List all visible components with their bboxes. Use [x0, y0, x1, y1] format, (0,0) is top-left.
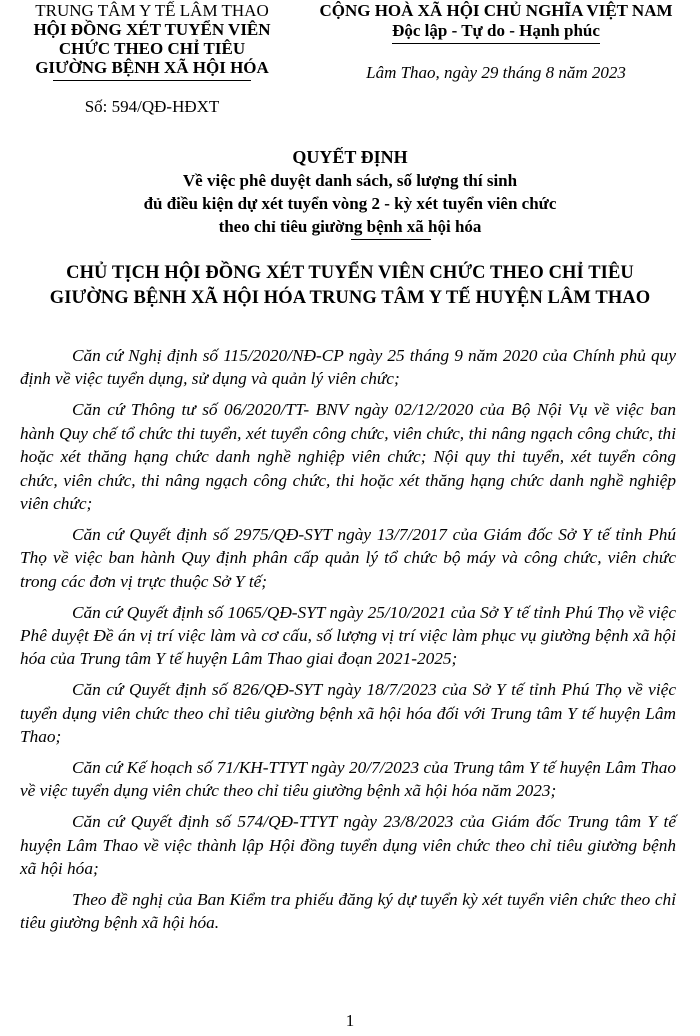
legal-basis-section: [20, 344, 676, 942]
authority-line: GIƯỜNG BỆNH XÃ HỘI HÓA TRUNG TÂM Y TẾ HUYỆN LÂM THAO: [49, 288, 651, 308]
document-number: Số: 594/QĐ-HĐXT: [84, 97, 220, 116]
legal-basis-paragraph: Căn cứ Quyết định số 2975/QĐ-SYT ngày 13/7/2017 của Giám đốc Sở Y tế tỉnh Phú Thọ về việc ban hành Quy định phân cấp quản lý tổ chức bộ máy và công chức, viên chức trong các đơn vị trực thuộc Sở Y tế;: [20, 524, 676, 591]
legal-basis-paragraph: Căn cứ Quyết định số 826/QĐ-SYT ngày 18/7/2023 của Sở Y tế tỉnh Phú Thọ về việc tuyển dụng viên chức theo chỉ tiêu giường bệnh xã hội hóa đối với Trung tâm Y tế huyện Lâm Thao;: [20, 680, 676, 747]
council-name-line: GIƯỜNG BỆNH XÃ HỘI HÓA: [35, 58, 269, 77]
decision-heading: QUYẾT ĐỊNH: [292, 147, 408, 167]
national-motto: Độc lập - Tự do - Hạnh phúc: [392, 21, 600, 40]
legal-basis-paragraph: Căn cứ Kế hoạch số 71/KH-TTYT ngày 20/7/2023 của Trung tâm Y tế huyện Lâm Thao về việc tuyển dụng viên chức theo chỉ tiêu giường bệnh xã hội hóa năm 2023;: [20, 758, 676, 801]
council-name: [18, 20, 286, 77]
authority-line: CHỦ TỊCH HỘI ĐỒNG XÉT TUYỂN VIÊN CHỨC THEO CHỈ TIÊU: [66, 263, 634, 283]
council-name-line: HỘI ĐỒNG XÉT TUYỂN VIÊN: [33, 20, 271, 39]
national-title: CỘNG HOÀ XÃ HỘI CHỦ NGHĨA VIỆT NAM: [319, 1, 673, 20]
issuing-agency-block: [18, 1, 286, 116]
decision-title-block: [0, 146, 700, 238]
national-header-block: [300, 1, 692, 83]
place-and-date: Lâm Thao, ngày 29 tháng 8 năm 2023: [366, 63, 626, 82]
decision-subject-line: theo chỉ tiêu giường bệnh xã hội hóa: [218, 217, 482, 236]
issuing-authority: [0, 261, 700, 311]
page-number: 1: [345, 1011, 355, 1030]
legal-basis-paragraph: Căn cứ Quyết định số 574/QĐ-TTYT ngày 23/8/2023 của Giám đốc Trung tâm Y tế huyện Lâm Thao về việc thành lập Hội đồng tuyển dụng viên chức theo chỉ tiêu giường bệnh xã hội hóa;: [20, 812, 676, 879]
council-name-line: CHỨC THEO CHỈ TIÊU: [58, 39, 246, 58]
legal-basis-paragraph: Căn cứ Thông tư số 06/2020/TT- BNV ngày 02/12/2020 của Bộ Nội Vụ về việc ban hành Quy chế tổ chức thi tuyển, xét tuyển công chức, viên chức, thi nâng ngạch công chức, thi hoặc xét thăng hạng chức danh nghề nghiệp viên chức; Nội quy thi tuyển, xét tuyển công chức, viên chức, thi nâng ngạch công chức, thi hoặc xét thăng hạng chức danh nghề nghiệp viên chức;: [20, 400, 676, 513]
legal-basis-paragraph: Căn cứ Quyết định số 1065/QĐ-SYT ngày 25/10/2021 của Sở Y tế tỉnh Phú Thọ về việc Phê duyệt Đề án vị trí việc làm và cơ cấu, số lượng vị trí việc làm phục vụ giường bệnh xã hội hóa của Trung tâm Y tế huyện Lâm Thao giai đoạn 2021-2025;: [20, 602, 676, 669]
proposal-paragraph: Theo đề nghị của Ban Kiểm tra phiếu đăng ký dự tuyển kỳ xét tuyển viên chức theo chỉ tiêu giường bệnh xã hội hóa.: [20, 890, 676, 933]
parent-organization: TRUNG TÂM Y TẾ LÂM THAO: [35, 1, 269, 20]
legal-basis-paragraph: Căn cứ Nghị định số 115/2020/NĐ-CP ngày 25 tháng 9 năm 2020 của Chính phủ quy định về việc tuyển dụng, sử dụng và quản lý viên chức;: [20, 346, 676, 389]
decision-subject-line: Về việc phê duyệt danh sách, số lượng thí sinh: [182, 171, 518, 190]
decision-subject-line: đủ điều kiện dự xét tuyển vòng 2 - kỳ xét tuyển viên chức: [143, 194, 557, 213]
